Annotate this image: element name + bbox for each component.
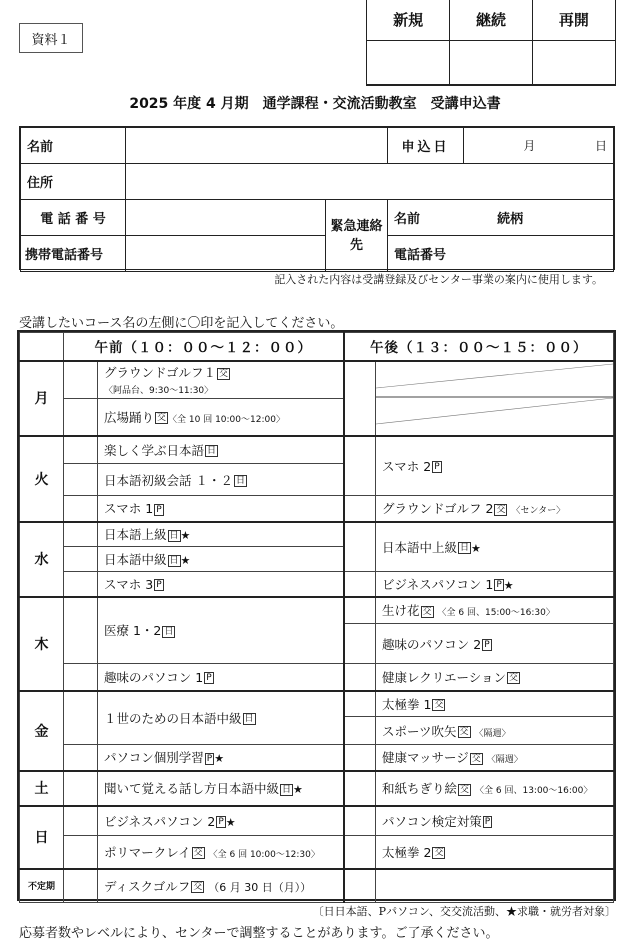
mark-cell[interactable] (64, 436, 98, 464)
course-thu-pm1: 生け花 交 〈全 6 回、15:00～16:30〉 (376, 597, 614, 624)
status-box (366, 0, 616, 86)
course-fri-pm3: 健康マッサージ 交 〈隔週〉 (376, 745, 614, 771)
mon-pm-empty (376, 361, 614, 436)
course-sun-pm2: 太極拳 2 交 (376, 836, 614, 869)
phone-field[interactable] (126, 200, 326, 236)
course-tue-pm1: スマホ 2 P (376, 436, 614, 496)
mark-cell[interactable] (344, 436, 376, 496)
mobile-field[interactable] (126, 236, 326, 272)
mark-cell[interactable] (344, 597, 376, 624)
mark-cell[interactable] (64, 547, 98, 572)
course-sat-am1: 聞いて覚える話し方日本語中級 日 ★ (98, 771, 344, 806)
day-sat: 土 (20, 771, 64, 806)
mark-cell-disabled (344, 361, 376, 436)
emergency-name-field[interactable] (388, 200, 614, 236)
course-mon-am1: グラウンドゴルフ１ 交〈阿品台、9:30～11:30〉 (98, 361, 344, 399)
privacy-note: 記入された内容は受講登録及びセンター事業の案内に使用します。 (274, 273, 603, 286)
irr-pm-empty (376, 869, 614, 903)
mark-cell[interactable] (344, 771, 376, 806)
course-sun-am1: ビジネスパソコン 2 P ★ (98, 806, 344, 836)
apply-date-field[interactable] (464, 128, 614, 164)
course-wed-am1: 日本語上級 日 ★ (98, 522, 344, 547)
day-fri: 金 (20, 691, 64, 771)
em-relation-label: 続柄 (497, 212, 524, 227)
course-sun-pm1: パソコン検定対策 P (376, 806, 614, 836)
course-schedule (17, 330, 616, 901)
course-fri-pm1: 太極拳 1 交 (376, 691, 614, 717)
day-label: 日 (594, 139, 607, 153)
mark-cell[interactable] (344, 522, 376, 572)
mark-cell[interactable] (64, 771, 98, 806)
footer-note: 応募者数やレベルにより、センターで調整することがあります。ご了承ください。 (19, 926, 499, 941)
course-wed-am2: 日本語中級 日 ★ (98, 547, 344, 572)
mark-cell[interactable] (344, 745, 376, 771)
pm-header: 午後（１３：００～１５：００） (344, 333, 614, 361)
course-wed-pm1: 日本語中上級 日 ★ (376, 522, 614, 572)
emergency-phone-field[interactable] (388, 236, 614, 272)
corner-cell (20, 333, 64, 361)
mark-cell[interactable] (64, 691, 98, 745)
mark-cell[interactable] (344, 691, 376, 717)
mark-cell[interactable] (64, 597, 98, 664)
strike-lines (376, 362, 613, 432)
name-label: 名前 (21, 128, 126, 164)
mark-cell[interactable] (64, 745, 98, 771)
course-sat-pm1: 和紙ちぎり絵 交 〈全 6 回、13:00～16:00〉 (376, 771, 614, 806)
mark-cell[interactable] (64, 806, 98, 836)
course-fri-pm2: スポーツ吹矢 交 〈隔週〉 (376, 717, 614, 745)
mark-cell[interactable] (64, 869, 98, 903)
course-tue-am2: 日本語初級会話 １・２ 日 (98, 464, 344, 496)
course-thu-pm2: 趣味のパソコン 2 P (376, 624, 614, 664)
course-wed-pm2: ビジネスパソコン 1 P ★ (376, 572, 614, 597)
day-mon: 月 (20, 361, 64, 436)
day-tue: 火 (20, 436, 64, 522)
emergency-label: 緊急連絡先 (326, 200, 388, 272)
course-tue-pm2: グラウンドゴルフ 2 交 〈センター〉 (376, 496, 614, 522)
mark-cell[interactable] (64, 496, 98, 522)
legend: 〔日日本語、Pパソコン、交交流活動、★求職・就労者対象〕 (312, 905, 616, 918)
month-label: 月 (523, 139, 536, 153)
mark-cell[interactable] (344, 806, 376, 836)
status-new-check[interactable] (367, 40, 450, 85)
address-label: 住所 (21, 164, 126, 200)
mark-cell[interactable] (64, 464, 98, 496)
em-phone-label: 電話番号 (394, 248, 447, 263)
mark-cell[interactable] (344, 717, 376, 745)
mark-cell[interactable] (64, 836, 98, 869)
mark-cell[interactable] (64, 664, 98, 691)
course-fri-am2: パソコン個別学習 P ★ (98, 745, 344, 771)
day-irregular: 不定期 (20, 869, 64, 903)
mark-cell[interactable] (64, 398, 98, 436)
course-tue-am1: 楽しく学ぶ日本語 日 (98, 436, 344, 464)
status-continue-check[interactable] (450, 40, 533, 85)
mark-cell[interactable] (344, 496, 376, 522)
page-title: 2025 年度 4 月期 通学課程・交流活動教室 受講申込書 (129, 96, 501, 112)
name-field[interactable] (126, 128, 388, 164)
mark-cell[interactable] (344, 572, 376, 597)
mark-cell[interactable] (64, 522, 98, 547)
mark-cell[interactable] (64, 361, 98, 399)
mark-cell[interactable] (344, 624, 376, 664)
mark-cell[interactable] (344, 869, 376, 903)
mark-cell[interactable] (344, 664, 376, 691)
course-mon-am2: 広場踊り 交 〈全 10 回 10:00～12:00〉 (98, 398, 344, 436)
course-irr-am1: ディスクゴルフ 交 （6 月 30 日（月）） (98, 869, 344, 903)
day-wed: 水 (20, 522, 64, 597)
am-header: 午前（１０：００～１２：００） (64, 333, 344, 361)
instruction: 受講したいコース名の左側に〇印を記入してください。 (19, 316, 344, 331)
mobile-label: 携帯電話番号 (21, 236, 126, 272)
course-thu-am1: 医療 1・2 日 (98, 597, 344, 664)
status-resume-check[interactable] (532, 40, 615, 85)
course-thu-pm3: 健康レクリエーション 交 (376, 664, 614, 691)
course-thu-am2: 趣味のパソコン 1 P (98, 664, 344, 691)
status-continue: 継続 (450, 0, 533, 40)
day-thu: 木 (20, 597, 64, 691)
mark-cell[interactable] (64, 572, 98, 597)
apply-date-label: 申込日 (388, 128, 464, 164)
course-sun-am2: ポリマークレイ 交 〈全 6 回 10:00～12:30〉 (98, 836, 344, 869)
course-wed-am3: スマホ 3 P (98, 572, 344, 597)
day-sun: 日 (20, 806, 64, 869)
applicant-form (19, 126, 615, 270)
document-label: 資料１ (19, 23, 83, 53)
course-tue-am3: スマホ 1 P (98, 496, 344, 522)
phone-label: 電 話 番 号 (21, 200, 126, 236)
mark-cell[interactable] (344, 836, 376, 869)
course-fri-am1: １世のための日本語中級 日 (98, 691, 344, 745)
em-name-label: 名前 (394, 212, 421, 227)
status-resume: 再開 (532, 0, 615, 40)
address-field[interactable] (126, 164, 614, 200)
status-new: 新規 (367, 0, 450, 40)
